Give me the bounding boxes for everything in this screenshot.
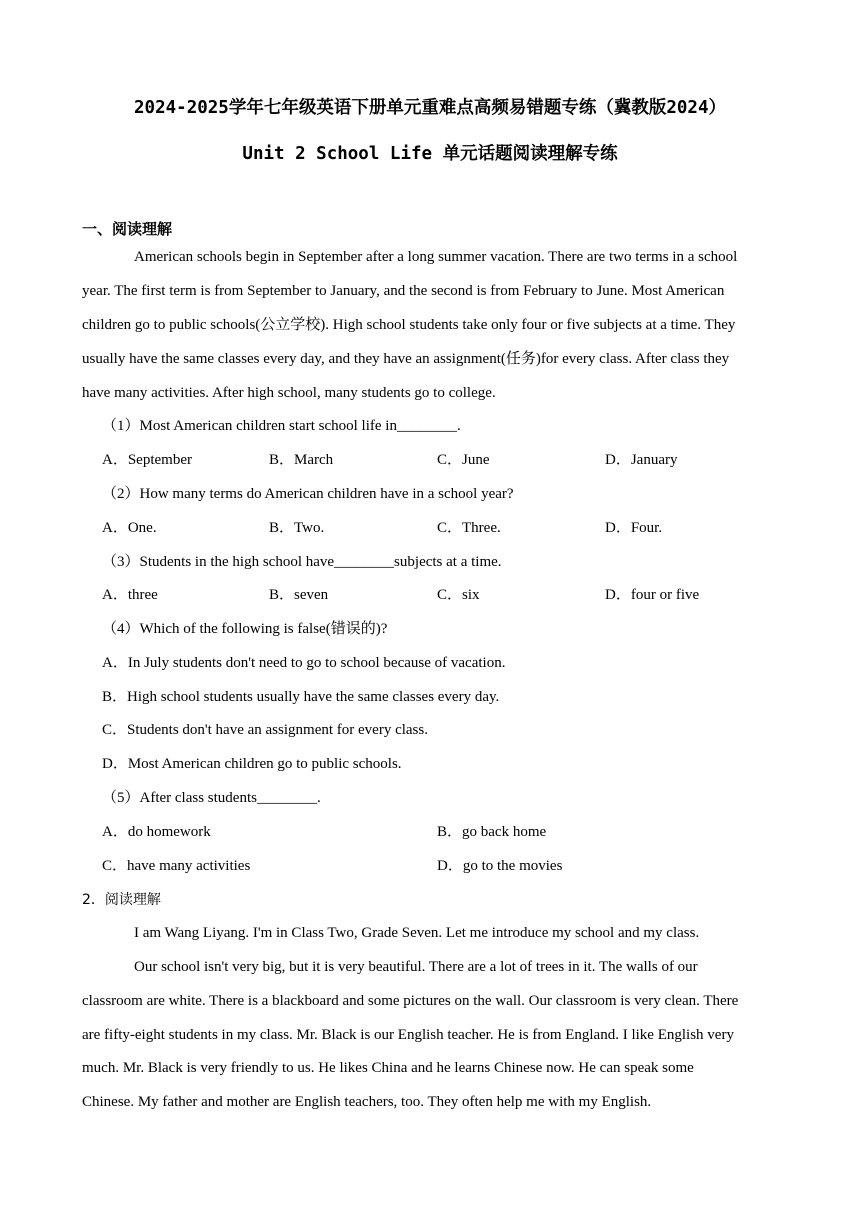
- passage-line: are fifty-eight students in my class. Mr. Black is our English teacher. He is from England. I like English very: [82, 1027, 734, 1043]
- option: D．go to the movies: [437, 858, 563, 874]
- option: B．March: [269, 452, 334, 468]
- option: A．In July students don't need to go to school because of vacation.: [102, 655, 506, 671]
- passage-line: have many activities. After high school, many students go to college.: [82, 385, 496, 401]
- passage-line: usually have the same classes every day, and they have an assignment(任务)for every class. After class they: [82, 351, 730, 367]
- option: B．High school students usually have the same classes every day.: [102, 689, 500, 705]
- option: D．Four.: [605, 520, 663, 536]
- question-stem: （1）Most American children start school life in________.: [102, 418, 461, 434]
- option: D．Most American children go to public schools.: [102, 756, 402, 772]
- question-stem: （3）Students in the high school have________subjects at a time.: [102, 554, 502, 570]
- section-heading: 一、阅读理解: [82, 220, 173, 238]
- option: C．six: [437, 587, 480, 603]
- passage-line: children go to public schools(公立学校). High school students take only four or five subjects at a time. They: [82, 317, 736, 333]
- option: C．have many activities: [102, 858, 251, 874]
- option: C．Three.: [437, 520, 501, 536]
- passage-line: classroom are white. There is a blackboard and some pictures on the wall. Our classroom is very clean. There: [82, 993, 739, 1009]
- option: D．four or five: [605, 587, 700, 603]
- option: B．go back home: [437, 824, 547, 840]
- passage-line: year. The first term is from September to January, and the second is from February to June. Most American: [82, 283, 725, 299]
- option: A．three: [102, 587, 158, 603]
- document-title: 2024-2025学年七年级英语下册单元重难点高频易错题专练（冀教版2024）: [134, 98, 726, 118]
- option: A．do homework: [102, 824, 211, 840]
- passage-line: American schools begin in September after a long summer vacation. There are two terms in a school: [134, 249, 738, 265]
- option: A．One.: [102, 520, 157, 536]
- question-stem: （2）How many terms do American children have in a school year?: [102, 486, 514, 502]
- option: C．June: [437, 452, 490, 468]
- question-stem: （5）After class students________.: [102, 790, 321, 806]
- passage-line: much. Mr. Black is very friendly to us. He likes China and he learns Chinese now. He can speak some: [82, 1060, 694, 1076]
- option: A．September: [102, 452, 192, 468]
- passage-line: Chinese. My father and mother are English teachers, too. They often help me with my English.: [82, 1094, 652, 1110]
- option: D．January: [605, 452, 678, 468]
- document-subtitle: Unit 2 School Life 单元话题阅读理解专练: [242, 144, 618, 164]
- section-heading: 2．阅读理解: [82, 892, 161, 908]
- option: B．seven: [269, 587, 329, 603]
- passage-line: Our school isn't very big, but it is very beautiful. There are a lot of trees in it. The walls of our: [134, 959, 698, 975]
- option: B．Two.: [269, 520, 325, 536]
- question-stem: （4）Which of the following is false(错误的)?: [102, 621, 388, 637]
- passage-line: I am Wang Liyang. I'm in Class Two, Grade Seven. Let me introduce my school and my class.: [134, 925, 700, 941]
- option: C．Students don't have an assignment for every class.: [102, 722, 428, 738]
